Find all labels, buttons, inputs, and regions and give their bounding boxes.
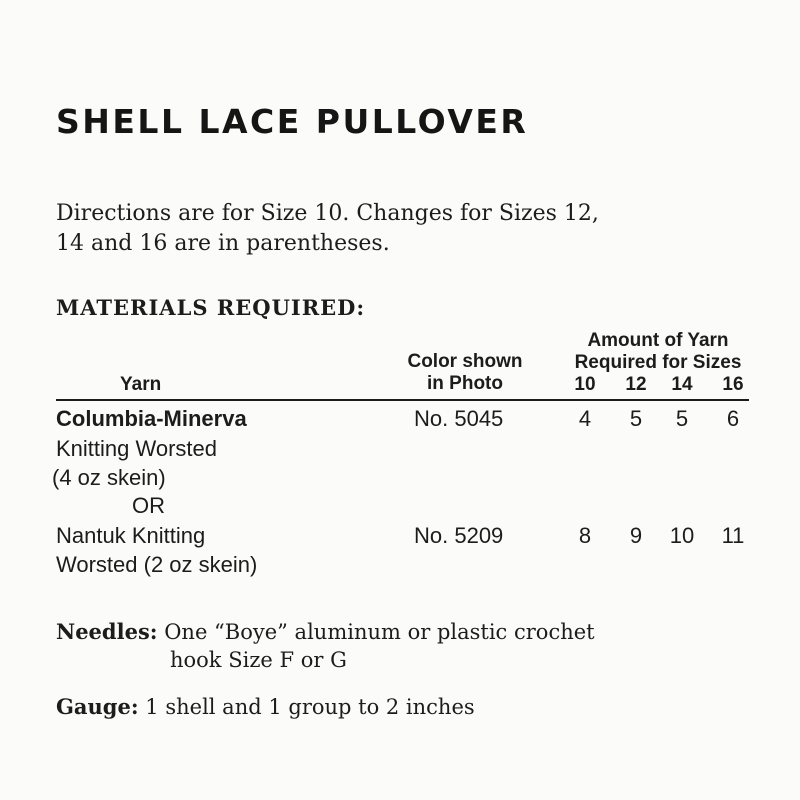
yarn-color-number: No. 5045 <box>414 406 504 431</box>
needles-text: One “Boye” aluminum or plastic crochet <box>164 620 595 644</box>
header-size: 10 <box>574 374 596 395</box>
header-amount <box>566 330 750 374</box>
needles-paragraph <box>56 617 595 647</box>
yarn-color-number: No. 5209 <box>414 523 504 548</box>
yarn-amount: 5 <box>629 406 643 431</box>
header-amount-line: Required for Sizes <box>574 352 742 373</box>
yarn-description: (4 oz skein) <box>52 465 166 490</box>
table-rule <box>56 399 749 401</box>
yarn-amount: 8 <box>578 523 592 548</box>
yarn-amount: 9 <box>629 523 643 548</box>
yarn-description: Knitting Worsted <box>56 436 218 461</box>
or-separator: OR <box>132 493 165 518</box>
yarn-description: Worsted (2 oz skein) <box>56 552 258 577</box>
pattern-title: SHELL LACE PULLOVER <box>56 102 529 141</box>
gauge-text: 1 shell and 1 group to 2 inches <box>145 695 475 719</box>
gauge-paragraph <box>56 692 475 722</box>
header-size: 16 <box>722 374 744 395</box>
header-color <box>404 351 526 395</box>
intro-line: 14 and 16 are in parentheses. <box>56 231 390 256</box>
gauge-label: Gauge: <box>56 694 139 719</box>
needles-label: Needles: <box>56 619 158 644</box>
header-size: 14 <box>671 374 693 395</box>
header-size: 12 <box>625 374 647 395</box>
yarn-amount: 11 <box>721 523 745 548</box>
materials-heading: MATERIALS REQUIRED: <box>56 295 366 320</box>
header-color-line: in Photo <box>427 373 503 394</box>
intro-line: Directions are for Size 10. Changes for Sizes 12, <box>56 201 599 226</box>
yarn-description: Nantuk Knitting <box>56 523 206 548</box>
yarn-brand: Columbia-Minerva <box>56 406 247 431</box>
needles-continuation: hook Size F or G <box>170 648 347 672</box>
yarn-amount: 5 <box>675 406 689 431</box>
header-yarn: Yarn <box>120 374 162 395</box>
intro-paragraph <box>56 199 756 259</box>
yarn-amount: 10 <box>669 523 695 548</box>
header-amount-line: Amount of Yarn <box>587 330 729 351</box>
yarn-amount: 4 <box>578 406 592 431</box>
yarn-amount: 6 <box>726 406 740 431</box>
header-color-line: Color shown <box>407 351 523 372</box>
